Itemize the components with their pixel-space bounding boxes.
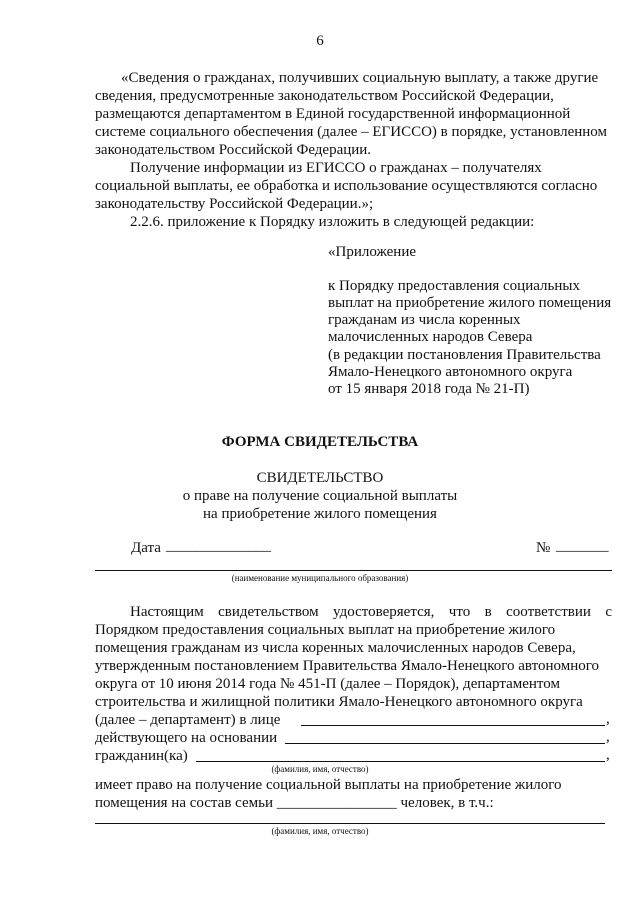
intro-line-4: системе социального обеспечения (далее – ЕГИССО) в порядке, установленном <box>95 124 607 140</box>
clause-line: 2.2.6. приложение к Порядку изложить в следующей редакции: <box>130 214 535 230</box>
citizen-blank[interactable] <box>196 761 605 762</box>
body-line-3: помещения гражданам из числа коренных малочисленных народов Севера, <box>95 640 576 656</box>
intro-line-3: размещаются департаментом в Единой государственной информационной <box>95 106 571 122</box>
body-line-1: Настоящим свидетельством удостоверяется, что в соответствии с <box>130 604 612 620</box>
para2-line-3: законодательству Российской Федерации.»; <box>95 196 374 212</box>
fio-caption-2: (фамилия, имя, отчество) <box>271 826 369 836</box>
representative-blank[interactable] <box>301 725 605 726</box>
appendix-line-7: от 15 января 2018 года № 21-П) <box>328 381 530 397</box>
intro-line-2: сведения, предусмотренные законодательством Российской Федерации, <box>95 88 554 104</box>
certificate-subtitle-2: на приобретение жилого помещения <box>203 506 437 522</box>
appendix-line-3: гражданам из числа коренных <box>328 312 521 328</box>
intro-line-5: законодательством Российской Федерации. <box>95 142 372 158</box>
certificate-title: СВИДЕТЕЛЬСТВО <box>256 470 384 486</box>
para2-line-1: Получение информации из ЕГИССО о гражданах – получателях <box>130 160 542 176</box>
basis-comma: , <box>606 729 610 745</box>
entitled-line: имеет право на получение социальной выплаты на приобретение жилого <box>95 777 562 793</box>
body-line-4: утвержденным постановлением Правительства Ямало-Ненецкого автономного <box>95 658 600 674</box>
municipality-caption: (наименование муниципального образования) <box>231 573 409 583</box>
family-count-blank[interactable]: ________________ <box>276 795 397 811</box>
family-line-start: помещения на состав семьи <box>95 795 274 811</box>
appendix-line-2: выплат на приобретение жилого помещения <box>328 295 612 311</box>
appendix-line-4: малочисленных народов Севера <box>328 329 533 345</box>
body-line-6: строительства и жилищной политики Ямало-Ненецкого автономного округа <box>95 694 583 710</box>
date-label: Дата <box>131 540 161 556</box>
date-blank[interactable]: ______________ <box>166 538 271 554</box>
representative-comma: , <box>606 711 610 727</box>
page-number: 6 <box>316 33 324 49</box>
form-title: ФОРМА СВИДЕТЕЛЬСТВА <box>221 434 419 450</box>
appendix-line-1: к Порядку предоставления социальных <box>328 278 580 294</box>
certificate-subtitle-1: о праве на получение социальной выплаты <box>182 488 458 504</box>
fill-label-citizen: гражданин(ка) <box>95 748 188 764</box>
basis-blank[interactable] <box>285 743 605 744</box>
intro-line-1: «Сведения о гражданах, получивших социальную выплату, а также другие <box>121 70 599 86</box>
body-line-5: округа от 10 июня 2014 года № 451-П (далее – Порядок), департаментом <box>95 676 560 692</box>
appendix-line-5: (в редакции постановления Правительства <box>328 347 601 363</box>
fio-caption: (фамилия, имя, отчество) <box>271 764 369 774</box>
number-blank[interactable]: _______ <box>556 538 609 554</box>
family-members-line[interactable] <box>95 823 605 824</box>
family-line <box>95 794 612 812</box>
para2-line-2: социальной выплаты, ее обработка и использование осуществляются согласно <box>95 178 598 194</box>
appendix-line-6: Ямало-Ненецкого автономного округа <box>328 364 573 380</box>
appendix-heading: «Приложение <box>328 244 417 260</box>
fill-label-representative: (далее – департамент) в лице <box>95 712 281 728</box>
family-line-end: человек, в т.ч.: <box>400 795 494 811</box>
fill-label-basis: действующего на основании <box>95 730 278 746</box>
municipality-line[interactable] <box>95 570 612 571</box>
body-line-2: Порядком предоставления социальных выплат на приобретение жилого <box>95 622 556 638</box>
number-label: № <box>536 540 551 556</box>
citizen-comma: , <box>606 747 610 763</box>
